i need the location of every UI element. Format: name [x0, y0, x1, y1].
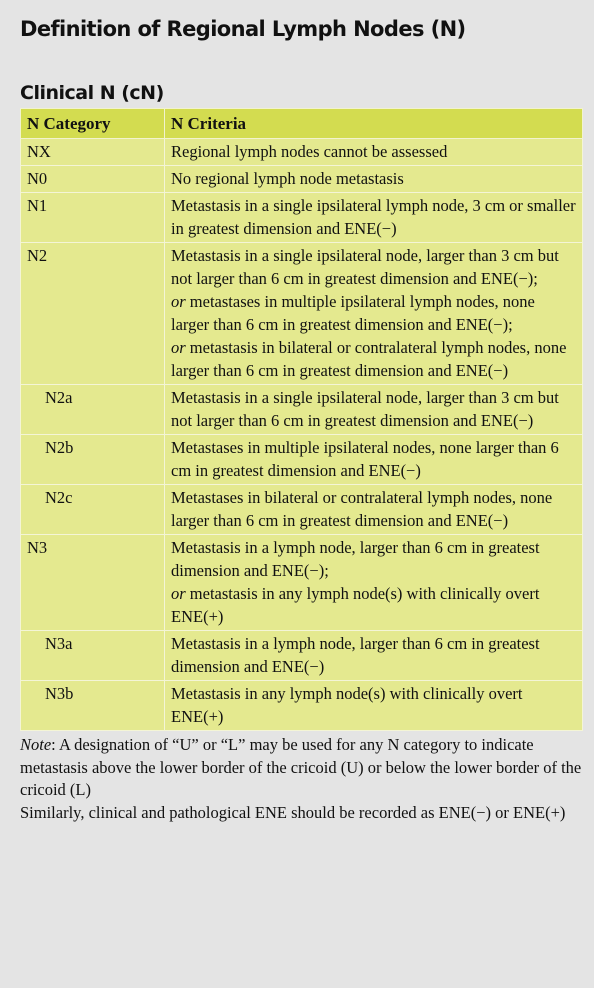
table-row	[21, 435, 583, 485]
table-note	[20, 734, 582, 824]
criteria-text: Metastasis in a single ipsilateral node, larger than 3 cm but not larger than 6 cm in greatest dimension and ENE(−);	[171, 246, 559, 288]
page-title: Definition of Regional Lymph Nodes (N)	[20, 17, 466, 41]
criteria-line	[171, 386, 576, 432]
column-header-criteria: N Criteria	[165, 109, 583, 139]
n-criteria-cell	[165, 631, 583, 681]
criteria-line	[171, 194, 576, 240]
table-header-row	[21, 109, 583, 139]
criteria-text: Metastasis in a lymph node, larger than 6 cm in greatest dimension and ENE(−)	[171, 634, 540, 676]
criteria-line	[171, 167, 576, 190]
criteria-text: metastasis in bilateral or contralateral lymph nodes, none larger than 6 cm in greatest dimension and ENE(−)	[171, 338, 567, 380]
n-category-cell: N2	[21, 243, 165, 385]
table-row	[21, 193, 583, 243]
n-category-cell: N3	[21, 535, 165, 631]
n-criteria-cell	[165, 139, 583, 166]
criteria-conjunction: or	[171, 584, 186, 603]
n-criteria-cell	[165, 681, 583, 731]
n-category-cell: N0	[21, 166, 165, 193]
n-criteria-cell	[165, 385, 583, 435]
note-line-2: Similarly, clinical and pathological ENE should be recorded as ENE(−) or ENE(+)	[20, 802, 566, 822]
criteria-line	[171, 140, 576, 163]
criteria-line	[171, 536, 576, 582]
criteria-line	[171, 632, 576, 678]
table-row	[21, 139, 583, 166]
table-row	[21, 166, 583, 193]
criteria-text: Regional lymph nodes cannot be assessed	[171, 142, 448, 161]
criteria-line	[171, 582, 576, 628]
criteria-text: Metastases in bilateral or contralateral lymph nodes, none larger than 6 cm in greatest dimension and ENE(−)	[171, 488, 553, 530]
table-row	[21, 631, 583, 681]
table-row	[21, 243, 583, 385]
criteria-line	[171, 244, 576, 290]
criteria-text: Metastases in multiple ipsilateral nodes, none larger than 6 cm in greatest dimension and ENE(−)	[171, 438, 559, 480]
n-category-cell: N2b	[21, 435, 165, 485]
criteria-line	[171, 336, 576, 382]
table-row	[21, 385, 583, 435]
n-category-cell: N1	[21, 193, 165, 243]
criteria-text: metastases in multiple ipsilateral lymph nodes, none larger than 6 cm in greatest dimension and ENE(−);	[171, 292, 535, 334]
criteria-text: Metastasis in any lymph node(s) with clinically overt ENE(+)	[171, 684, 523, 726]
n-criteria-cell	[165, 535, 583, 631]
criteria-line	[171, 290, 576, 336]
n-category-cell: N3a	[21, 631, 165, 681]
table-row	[21, 485, 583, 535]
column-header-category: N Category	[21, 109, 165, 139]
n-category-cell: NX	[21, 139, 165, 166]
n-criteria-cell	[165, 243, 583, 385]
n-category-cell: N2a	[21, 385, 165, 435]
table-row	[21, 535, 583, 631]
criteria-conjunction: or	[171, 338, 186, 357]
note-text-1: : A designation of “U” or “L” may be used for any N category to indicate metastasis above the lower border of the cricoid (U) or below the lower border of the cricoid (L)	[20, 735, 582, 799]
criteria-line	[171, 486, 576, 532]
n-category-cell: N3b	[21, 681, 165, 731]
n-category-table	[20, 108, 583, 731]
criteria-text: Metastasis in a single ipsilateral lymph node, 3 cm or smaller in greatest dimension and ENE(−)	[171, 196, 576, 238]
n-criteria-cell	[165, 166, 583, 193]
n-criteria-cell	[165, 485, 583, 535]
n-criteria-cell	[165, 435, 583, 485]
note-label: Note	[20, 735, 52, 754]
criteria-text: Metastasis in a single ipsilateral node, larger than 3 cm but not larger than 6 cm in greatest dimension and ENE(−)	[171, 388, 559, 430]
section-title: Clinical N (cN)	[20, 82, 164, 104]
criteria-text: metastasis in any lymph node(s) with clinically overt ENE(+)	[171, 584, 540, 626]
criteria-line	[171, 436, 576, 482]
table-row	[21, 681, 583, 731]
criteria-text: Metastasis in a lymph node, larger than 6 cm in greatest dimension and ENE(−);	[171, 538, 540, 580]
criteria-conjunction: or	[171, 292, 186, 311]
note-line-1	[20, 734, 582, 802]
n-criteria-cell	[165, 193, 583, 243]
n-category-cell: N2c	[21, 485, 165, 535]
criteria-line	[171, 682, 576, 728]
criteria-text: No regional lymph node metastasis	[171, 169, 404, 188]
table-body	[21, 139, 583, 731]
